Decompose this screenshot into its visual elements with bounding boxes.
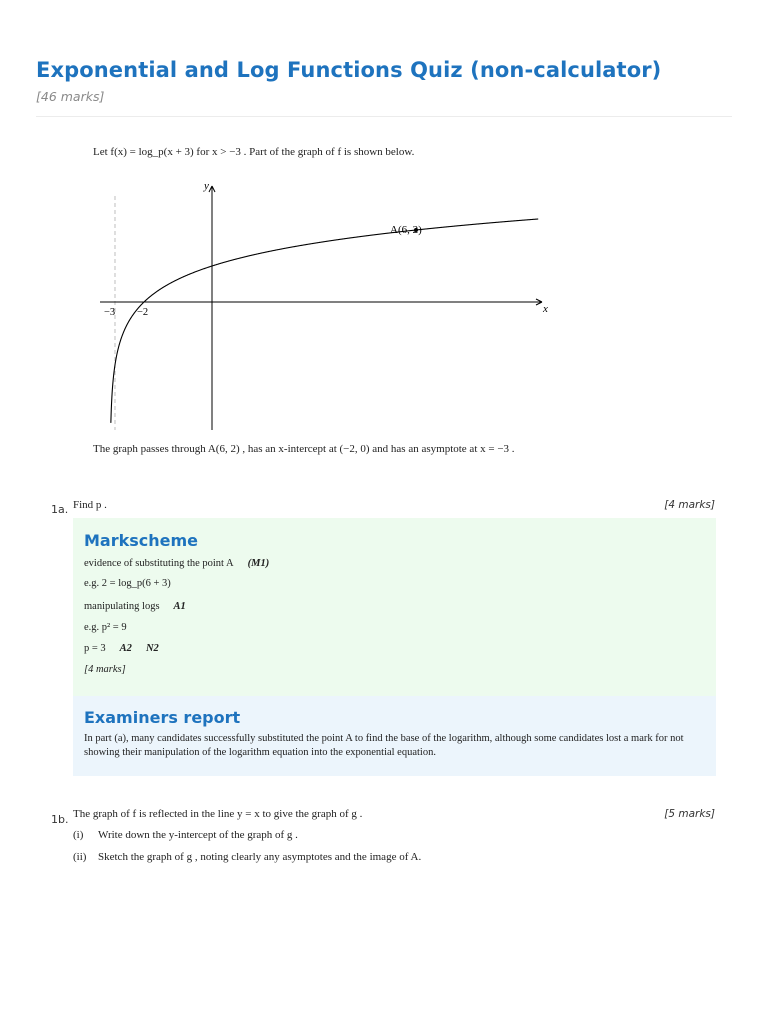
markscheme-line-5	[84, 643, 159, 654]
markscheme-line-3-award: A1	[173, 601, 186, 612]
markscheme-line-5-award-b: N2	[145, 643, 159, 654]
markscheme-line-2: e.g. 2 = log_p(6 + 3)	[84, 578, 171, 589]
question-marks-1b: [5 marks]	[664, 808, 715, 820]
total-marks: [46 marks]	[36, 89, 105, 104]
divider	[36, 116, 732, 117]
markscheme-line-5-award-a: A2	[119, 643, 132, 654]
markscheme-title: Markscheme	[84, 531, 199, 550]
markscheme-panel	[73, 518, 716, 696]
markscheme-line-5-text: p = 3	[84, 643, 106, 654]
part-ii-text: Sketch the graph of g , noting clearly any asymptotes and the image of A.	[98, 851, 422, 863]
question-text-1b: The graph of f is reflected in the line y = x to give the graph of g .	[73, 808, 363, 820]
tick-label-minus-2: −2	[137, 307, 149, 318]
question-number-1b: 1b.	[51, 813, 69, 826]
markscheme-line-3	[84, 601, 186, 612]
part-i-text: Write down the y-intercept of the graph of g .	[98, 829, 298, 841]
markscheme-total: [4 marks]	[84, 664, 126, 675]
log-curve	[111, 219, 538, 423]
examiners-report-text: In part (a), many candidates successfully substituted the point A to find the base of the logarithm, although some candidates lost a mark for not showing their manipulation of the logarithm equation into the exponential equation.	[84, 733, 684, 758]
examiners-report-title: Examiners report	[84, 708, 241, 727]
page-title: Exponential and Log Functions Quiz (non-calculator)	[36, 58, 662, 82]
markscheme-line-1	[84, 558, 269, 569]
question-number-1a: 1a.	[51, 503, 69, 516]
log-graph-figure	[90, 178, 560, 438]
markscheme-line-3-text: manipulating logs	[84, 601, 160, 612]
question-text-1a: Find p .	[73, 499, 107, 511]
question-marks-1a: [4 marks]	[664, 499, 715, 511]
tick-label-minus-3: −3	[104, 307, 116, 318]
markscheme-line-4: e.g. p² = 9	[84, 622, 127, 633]
examiners-report-panel	[73, 696, 716, 776]
question-stem-intro: Let f(x) = log_p(x + 3) for x > −3 . Part of the graph of f is shown below.	[93, 146, 415, 158]
markscheme-line-1-award: (M1)	[247, 558, 270, 569]
point-a-label: A(6, 2)	[390, 224, 422, 236]
markscheme-line-1-text: evidence of substituting the point A	[84, 558, 234, 569]
question-stem-graph-info: The graph passes through A(6, 2) , has an x-intercept at (−2, 0) and has an asymptote at x = −3 .	[93, 443, 515, 455]
part-i-number: (i)	[73, 829, 84, 841]
x-axis-label: x	[543, 303, 548, 315]
y-axis-label: y	[204, 180, 209, 192]
part-ii-number: (ii)	[73, 851, 87, 863]
